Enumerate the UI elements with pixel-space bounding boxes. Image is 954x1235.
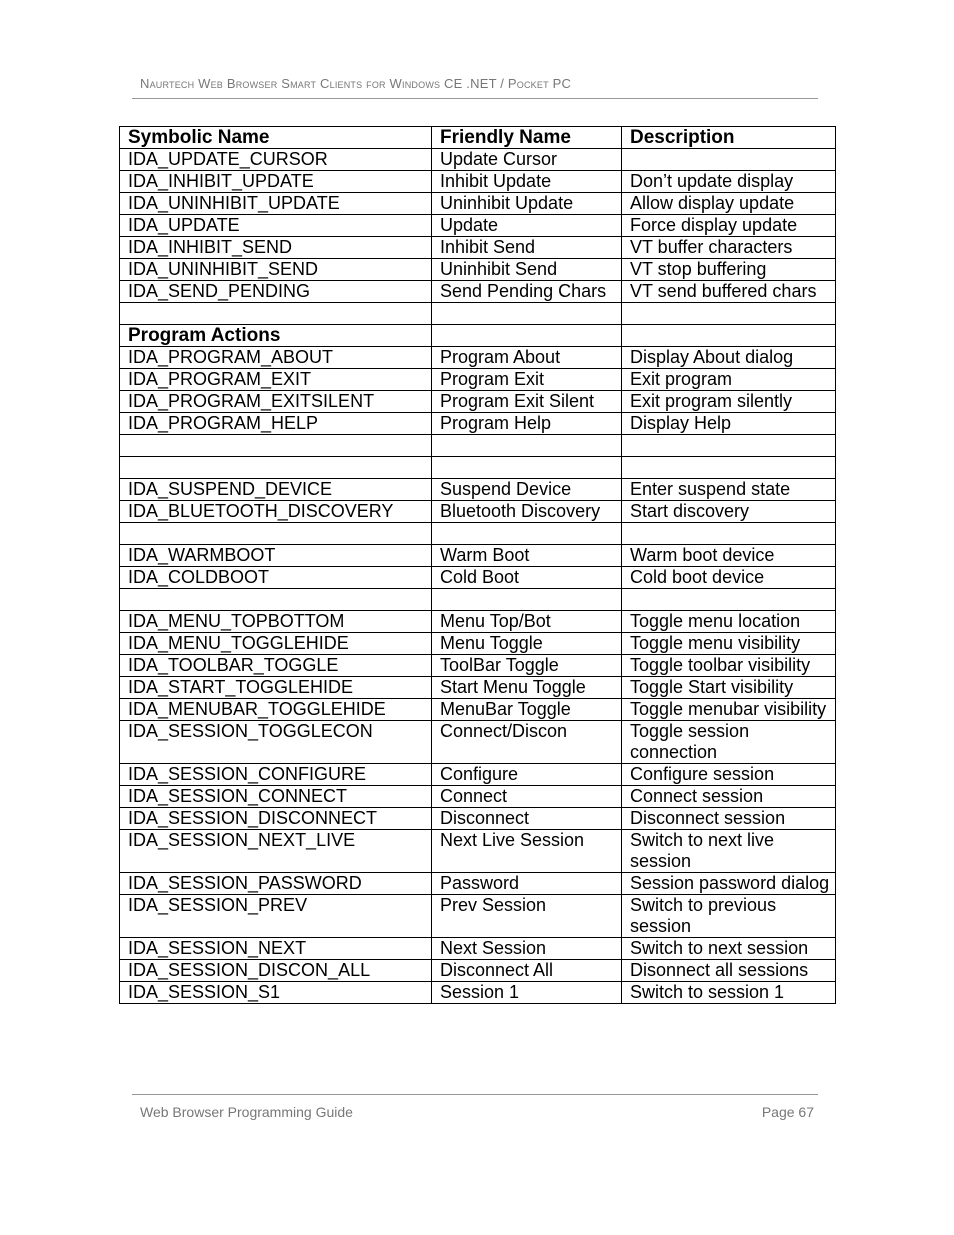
symbolic-name-cell: IDA_SESSION_DISCONNECT <box>120 808 432 830</box>
table-row <box>120 611 836 633</box>
table-row <box>120 982 836 1004</box>
description-cell: Warm boot device <box>622 545 836 567</box>
table-row <box>120 391 836 413</box>
description-cell <box>622 303 836 325</box>
description-cell: Don’t update display <box>622 171 836 193</box>
description-cell: Switch to next session <box>622 938 836 960</box>
friendly-name-cell <box>432 523 622 545</box>
friendly-name-cell: Bluetooth Discovery <box>432 501 622 523</box>
friendly-name-cell: Menu Top/Bot <box>432 611 622 633</box>
description-cell: Toggle menubar visibility <box>622 699 836 721</box>
symbolic-name-cell <box>120 303 432 325</box>
description-cell: Toggle session connection <box>622 721 836 764</box>
table-row <box>120 457 836 479</box>
description-cell: Start discovery <box>622 501 836 523</box>
description-cell: Switch to session 1 <box>622 982 836 1004</box>
symbolic-name-cell: IDA_SUSPEND_DEVICE <box>120 479 432 501</box>
symbolic-name-cell <box>120 589 432 611</box>
friendly-name-cell: Inhibit Send <box>432 237 622 259</box>
description-cell: Toggle toolbar visibility <box>622 655 836 677</box>
table-row <box>120 237 836 259</box>
friendly-name-cell: Next Live Session <box>432 830 622 873</box>
table-row <box>120 830 836 873</box>
table-row <box>120 281 836 303</box>
symbolic-name-cell: IDA_INHIBIT_UPDATE <box>120 171 432 193</box>
friendly-name-cell: Update Cursor <box>432 149 622 171</box>
table-row <box>120 895 836 938</box>
table-row <box>120 808 836 830</box>
table-row <box>120 721 836 764</box>
table-row <box>120 215 836 237</box>
description-cell: VT send buffered chars <box>622 281 836 303</box>
description-cell <box>622 457 836 479</box>
table-row <box>120 633 836 655</box>
friendly-name-cell: Disconnect <box>432 808 622 830</box>
table-row <box>120 938 836 960</box>
symbolic-name-cell: IDA_PROGRAM_EXITSILENT <box>120 391 432 413</box>
friendly-name-cell: Program Help <box>432 413 622 435</box>
table-row <box>120 193 836 215</box>
description-cell: Disonnect all sessions <box>622 960 836 982</box>
friendly-name-cell: Menu Toggle <box>432 633 622 655</box>
symbolic-name-cell <box>120 435 432 457</box>
friendly-name-cell: Warm Boot <box>432 545 622 567</box>
table-row <box>120 149 836 171</box>
description-cell: VT buffer characters <box>622 237 836 259</box>
symbolic-name-cell: IDA_COLDBOOT <box>120 567 432 589</box>
friendly-name-cell: Uninhibit Update <box>432 193 622 215</box>
table-header-row <box>120 127 836 149</box>
symbolic-name-cell: Program Actions <box>120 325 432 347</box>
symbolic-name-cell: IDA_SESSION_CONFIGURE <box>120 764 432 786</box>
symbolic-name-cell: IDA_MENU_TOGGLEHIDE <box>120 633 432 655</box>
description-cell <box>622 589 836 611</box>
description-cell: Enter suspend state <box>622 479 836 501</box>
symbolic-name-cell: IDA_SESSION_S1 <box>120 982 432 1004</box>
friendly-name-cell: Program Exit <box>432 369 622 391</box>
friendly-name-cell: Cold Boot <box>432 567 622 589</box>
friendly-name-cell: Suspend Device <box>432 479 622 501</box>
symbolic-name-cell: IDA_SESSION_CONNECT <box>120 786 432 808</box>
friendly-name-cell: Update <box>432 215 622 237</box>
symbolic-name-cell: IDA_BLUETOOTH_DISCOVERY <box>120 501 432 523</box>
symbolic-name-cell: IDA_PROGRAM_ABOUT <box>120 347 432 369</box>
friendly-name-cell: Session 1 <box>432 982 622 1004</box>
table-row <box>120 960 836 982</box>
friendly-name-cell <box>432 435 622 457</box>
symbolic-name-cell: IDA_WARMBOOT <box>120 545 432 567</box>
symbolic-name-cell: IDA_UNINHIBIT_SEND <box>120 259 432 281</box>
table-row <box>120 303 836 325</box>
symbolic-name-cell: IDA_INHIBIT_SEND <box>120 237 432 259</box>
description-cell: Force display update <box>622 215 836 237</box>
description-cell: Exit program <box>622 369 836 391</box>
symbolic-name-cell: IDA_SESSION_NEXT_LIVE <box>120 830 432 873</box>
symbolic-name-cell: IDA_SESSION_DISCON_ALL <box>120 960 432 982</box>
friendly-name-cell: Password <box>432 873 622 895</box>
table-row <box>120 699 836 721</box>
description-cell: Switch to next live session <box>622 830 836 873</box>
table-row <box>120 764 836 786</box>
symbolic-name-cell: IDA_MENU_TOPBOTTOM <box>120 611 432 633</box>
friendly-name-cell: Program About <box>432 347 622 369</box>
friendly-name-cell: Program Exit Silent <box>432 391 622 413</box>
table-row <box>120 589 836 611</box>
table-row <box>120 545 836 567</box>
table-row <box>120 413 836 435</box>
table-row <box>120 435 836 457</box>
symbolic-name-cell: IDA_UPDATE <box>120 215 432 237</box>
symbolic-name-cell: IDA_SESSION_PREV <box>120 895 432 938</box>
description-cell: Exit program silently <box>622 391 836 413</box>
description-cell: VT stop buffering <box>622 259 836 281</box>
description-cell: Configure session <box>622 764 836 786</box>
friendly-name-cell <box>432 589 622 611</box>
friendly-name-cell: ToolBar Toggle <box>432 655 622 677</box>
description-cell: Connect session <box>622 786 836 808</box>
description-cell: Cold boot device <box>622 567 836 589</box>
friendly-name-cell: Inhibit Update <box>432 171 622 193</box>
description-cell: Display Help <box>622 413 836 435</box>
description-cell: Toggle menu visibility <box>622 633 836 655</box>
symbolic-name-cell: IDA_SESSION_NEXT <box>120 938 432 960</box>
column-header-symbolic-name: Symbolic Name <box>120 127 432 149</box>
description-cell <box>622 435 836 457</box>
friendly-name-cell: Disconnect All <box>432 960 622 982</box>
footer-title: Web Browser Programming Guide <box>140 1104 353 1120</box>
friendly-name-cell <box>432 303 622 325</box>
table-row <box>120 259 836 281</box>
footer-rule <box>132 1094 818 1095</box>
friendly-name-cell: Prev Session <box>432 895 622 938</box>
description-cell: Display About dialog <box>622 347 836 369</box>
symbolic-name-cell: IDA_SESSION_PASSWORD <box>120 873 432 895</box>
table-row <box>120 567 836 589</box>
table-row <box>120 655 836 677</box>
symbolic-name-cell: IDA_TOOLBAR_TOGGLE <box>120 655 432 677</box>
symbolic-name-cell: IDA_UNINHIBIT_UPDATE <box>120 193 432 215</box>
symbolic-name-cell: IDA_PROGRAM_HELP <box>120 413 432 435</box>
description-cell: Toggle Start visibility <box>622 677 836 699</box>
symbolic-name-cell: IDA_START_TOGGLEHIDE <box>120 677 432 699</box>
description-cell: Session password dialog <box>622 873 836 895</box>
table-row <box>120 347 836 369</box>
symbolic-name-cell: IDA_SESSION_TOGGLECON <box>120 721 432 764</box>
friendly-name-cell: Uninhibit Send <box>432 259 622 281</box>
description-cell <box>622 523 836 545</box>
page-header: Naurtech Web Browser Smart Clients for Windows CE .NET / Pocket PC <box>140 76 572 91</box>
friendly-name-cell: MenuBar Toggle <box>432 699 622 721</box>
table-row <box>120 171 836 193</box>
page-number: Page 67 <box>761 1104 814 1120</box>
description-cell: Disconnect session <box>622 808 836 830</box>
table-row <box>120 501 836 523</box>
friendly-name-cell: Configure <box>432 764 622 786</box>
symbolic-name-cell: IDA_PROGRAM_EXIT <box>120 369 432 391</box>
description-cell: Switch to previous session <box>622 895 836 938</box>
table-row <box>120 677 836 699</box>
table-row <box>120 786 836 808</box>
symbolic-names-table <box>119 126 836 1004</box>
symbolic-name-cell: IDA_UPDATE_CURSOR <box>120 149 432 171</box>
friendly-name-cell: Connect/Discon <box>432 721 622 764</box>
symbolic-name-cell <box>120 523 432 545</box>
friendly-name-cell: Send Pending Chars <box>432 281 622 303</box>
friendly-name-cell <box>432 457 622 479</box>
column-header-description: Description <box>622 127 836 149</box>
table-row <box>120 369 836 391</box>
friendly-name-cell: Start Menu Toggle <box>432 677 622 699</box>
friendly-name-cell: Next Session <box>432 938 622 960</box>
symbolic-name-cell: IDA_MENUBAR_TOGGLEHIDE <box>120 699 432 721</box>
description-cell <box>622 149 836 171</box>
column-header-friendly-name: Friendly Name <box>432 127 622 149</box>
friendly-name-cell <box>432 325 622 347</box>
description-cell: Toggle menu location <box>622 611 836 633</box>
symbolic-name-cell <box>120 457 432 479</box>
table-row <box>120 479 836 501</box>
header-rule <box>132 98 818 99</box>
description-cell <box>622 325 836 347</box>
description-cell: Allow display update <box>622 193 836 215</box>
symbolic-name-cell: IDA_SEND_PENDING <box>120 281 432 303</box>
table-row <box>120 325 836 347</box>
table-row <box>120 873 836 895</box>
friendly-name-cell: Connect <box>432 786 622 808</box>
table-row <box>120 523 836 545</box>
